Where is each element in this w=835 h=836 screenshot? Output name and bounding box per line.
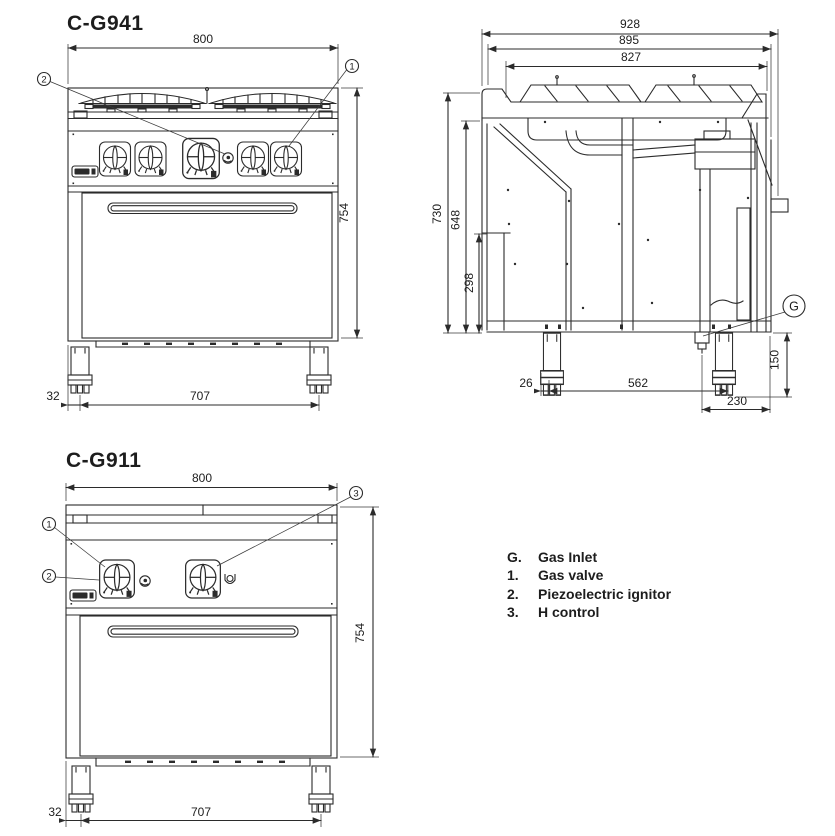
- svg-text:G: G: [789, 299, 799, 314]
- legend-item-piezo-ignitor: [507, 585, 671, 603]
- svg-text:895: 895: [618, 33, 640, 47]
- piezo-ignitor-button[interactable]: [140, 576, 150, 586]
- brand-logo: [70, 590, 96, 601]
- oven-handle[interactable]: [108, 626, 298, 637]
- svg-text:150: 150: [767, 349, 782, 371]
- view-side-section: [430, 17, 805, 413]
- leg: [309, 766, 333, 812]
- burner-knob[interactable]: [100, 142, 131, 176]
- svg-text:754: 754: [353, 622, 367, 644]
- ignitor-symbol: [225, 575, 235, 584]
- dim-label: 32: [46, 389, 60, 403]
- legend-label: Gas Inlet: [538, 549, 598, 565]
- burner-knob[interactable]: [238, 142, 269, 176]
- dim-side-height-mid: [449, 121, 481, 333]
- rear-bracket: [771, 199, 788, 212]
- dim-side-foot-span: [549, 376, 728, 391]
- burner-bowl: [528, 118, 726, 140]
- valve-assembly: [695, 139, 755, 169]
- burner-knob[interactable]: [135, 142, 166, 176]
- legend-label: Piezoelectric ignitor: [538, 585, 672, 602]
- dim-side-depth-top: [506, 50, 767, 98]
- g911-body-drawing: [66, 505, 337, 812]
- svg-text:730: 730: [430, 203, 444, 225]
- svg-text:800: 800: [191, 471, 213, 485]
- diagonal-brace: [500, 124, 571, 189]
- view-g911-front: [43, 449, 380, 827]
- g941-body-drawing: [68, 88, 338, 394]
- dim-g941-feet: [46, 345, 319, 411]
- dim-g941-height: [337, 88, 363, 338]
- callout-piezo-ignitor: [38, 73, 226, 155]
- view-g941-title: C-G941: [67, 12, 144, 35]
- burner-grate: [79, 94, 206, 113]
- view-g941-front: [38, 12, 364, 411]
- dim-g911-width: [66, 471, 337, 501]
- legend-key: 3.: [507, 604, 519, 621]
- legend-key: 2.: [507, 585, 519, 602]
- callout-gas-valve: [43, 518, 106, 568]
- gas-pipe: [566, 131, 622, 155]
- dim-label: 707: [189, 389, 211, 403]
- gas-inlet-fitting: [695, 332, 709, 343]
- burner-knob[interactable]: [271, 142, 302, 176]
- side-body-drawing: [482, 75, 788, 395]
- oven-knob[interactable]: [186, 560, 221, 598]
- legend-key: 1.: [507, 567, 519, 584]
- leg: [69, 766, 93, 812]
- svg-text:2: 2: [41, 74, 47, 86]
- grate-profile: [520, 85, 641, 102]
- legend-label: H control: [538, 604, 600, 621]
- svg-text:32: 32: [48, 805, 62, 819]
- legend-label: Gas valve: [538, 567, 604, 584]
- leg: [713, 333, 736, 395]
- legend-item-gas-valve: [507, 566, 671, 584]
- svg-text:707: 707: [190, 805, 212, 819]
- svg-text:3: 3: [353, 488, 359, 500]
- door-catch: [711, 300, 743, 305]
- svg-text:1: 1: [349, 61, 355, 73]
- dim-side-inlet-height: [737, 333, 792, 397]
- oven-handle[interactable]: [108, 203, 297, 214]
- piezo-ignitor-button[interactable]: [223, 153, 233, 163]
- svg-text:562: 562: [627, 376, 649, 390]
- oven-door[interactable]: [82, 193, 332, 338]
- leg: [307, 347, 331, 393]
- leg: [68, 347, 92, 393]
- legend: [507, 548, 671, 622]
- grate-profile: [645, 85, 762, 102]
- burner-knob[interactable]: [100, 560, 135, 598]
- dim-label: 754: [337, 202, 351, 224]
- callout-piezo-ignitor: [43, 570, 100, 583]
- legend-item-h-control: [507, 603, 671, 621]
- svg-text:648: 648: [448, 209, 463, 231]
- dim-g911-height: [340, 507, 379, 757]
- svg-text:298: 298: [462, 272, 476, 294]
- g941-body-outline: [68, 88, 338, 341]
- g911-body-outline: [66, 505, 337, 758]
- svg-text:230: 230: [726, 394, 748, 408]
- svg-text:928: 928: [619, 17, 641, 31]
- svg-text:827: 827: [620, 50, 642, 64]
- dim-label: 800: [192, 32, 214, 46]
- view-g911-title: C-G911: [66, 449, 142, 472]
- callout-gas-valve: [289, 60, 359, 147]
- dim-g941-width: [68, 32, 338, 84]
- svg-text:2: 2: [46, 571, 52, 583]
- svg-text:1: 1: [46, 519, 52, 531]
- legend-key: G.: [507, 549, 522, 565]
- callout-h-control: [217, 487, 363, 567]
- leg: [541, 333, 564, 395]
- brand-logo: [72, 166, 98, 177]
- svg-text:26: 26: [519, 376, 533, 390]
- legend-item-gas-inlet: [507, 548, 671, 566]
